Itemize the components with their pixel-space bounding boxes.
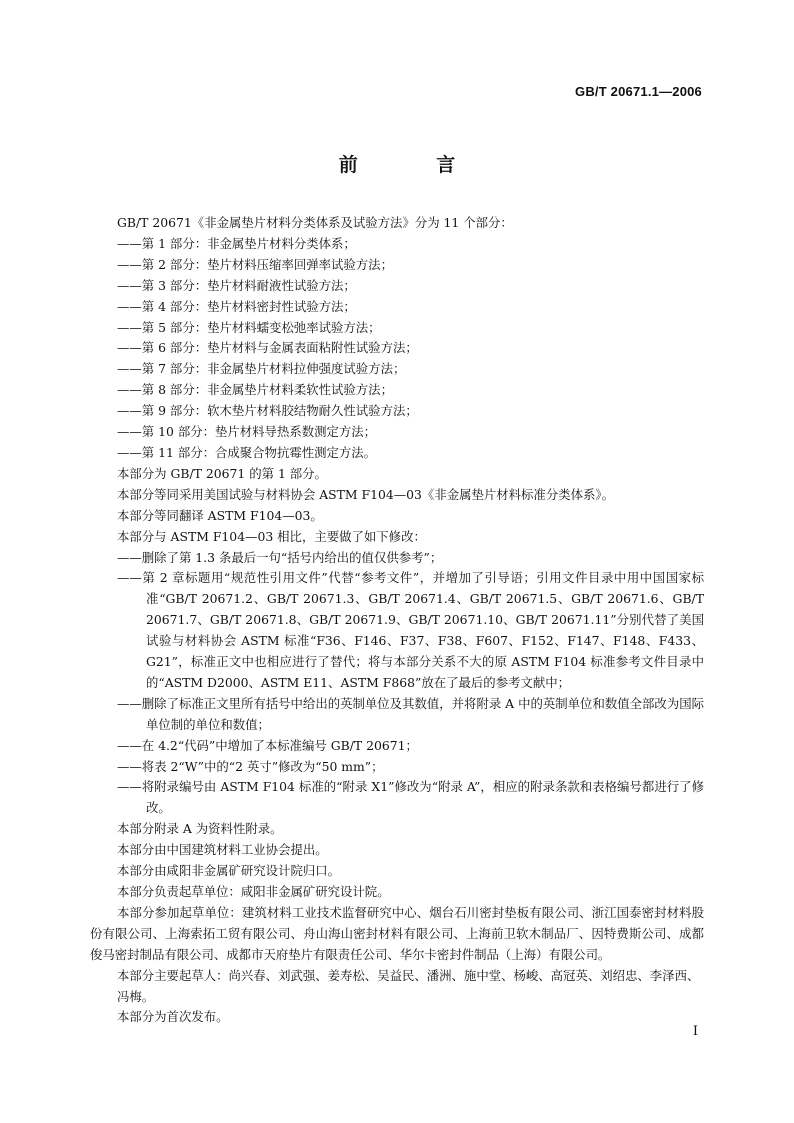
part-item: ——第 6 部分：垫片材料与金属表面粘附性试验方法； bbox=[117, 340, 418, 356]
closing-line: 本部分主要起草人：尚兴春、刘武强、姜寿松、吴益民、潘洲、施中堂、杨峻、高冠英、刘绍忠、李泽西、冯梅。 bbox=[117, 967, 700, 1004]
statement-line: 本部分等同采用美国试验与材料协会 ASTM F104—03《非金属垫片材料标准分类体系》。 bbox=[117, 486, 614, 502]
statement-line: 本部分与 ASTM F104—03 相比，主要做了如下修改： bbox=[117, 528, 426, 544]
closing-line: 本部分为首次发布。 bbox=[117, 1009, 229, 1025]
standard-code: GB/T 20671.1—2006 bbox=[575, 84, 702, 99]
change-item: ——将表 2“W”中的“2 英寸”修改为“50 mm”； bbox=[117, 758, 384, 774]
closing-paragraph: 本部分参加起草单位：建筑材料工业技术监督研究中心、烟台石川密封垫板有限公司、浙江国泰密封材料股份有限公司、上海索拓工贸有限公司、舟山海山密封材料有限公司、上海前卫软木制品厂、因特费斯公司、成都俊马密封制品有限公司、成都市天府垫片有限责任公司、华尔卡密封件制品（上海）有限公司。 bbox=[90, 904, 704, 962]
statement-line: 本部分为 GB/T 20671 的第 1 部分。 bbox=[117, 465, 327, 481]
part-item: ——第 4 部分：垫片材料密封性试验方法； bbox=[117, 298, 356, 314]
foreword-body bbox=[90, 213, 704, 1028]
closing-line: 本部分由中国建筑材料工业协会提出。 bbox=[117, 842, 328, 858]
part-item: ——第 8 部分：非金属垫片材料柔软性试验方法； bbox=[117, 382, 393, 398]
change-item: ——删除了第 1.3 条最后一句“括号内给出的值仅供参考”； bbox=[117, 549, 443, 565]
change-item: ——将附录编号由 ASTM F104 标准的“附录 X1”修改为“附录 A”，相应的附录条款和表格编号都进行了修改。 bbox=[117, 779, 704, 816]
part-item: ——第 3 部分：垫片材料耐液性试验方法； bbox=[117, 277, 356, 293]
change-item: ——删除了标准正文里所有括号中给出的英制单位及其数值，并将附录 A 中的英制单位和数值全部改为国际单位制的单位和数值； bbox=[117, 695, 704, 732]
closing-line: 本部分由咸阳非金属矿研究设计院归口。 bbox=[117, 863, 341, 879]
page-title: 前 言 bbox=[338, 154, 492, 176]
intro-line: GB/T 20671《非金属垫片材料分类体系及试验方法》分为 11 个部分： bbox=[117, 215, 513, 230]
part-item: ——第 7 部分：非金属垫片材料拉伸强度试验方法； bbox=[117, 361, 406, 377]
part-item: ——第 10 部分：垫片材料导热系数测定方法； bbox=[117, 424, 377, 440]
statement-line: 本部分等同翻译 ASTM F104—03。 bbox=[117, 507, 323, 523]
part-item: ——第 2 部分：垫片材料压缩率回弹率试验方法； bbox=[117, 256, 393, 272]
part-item: ——第 1 部分：非金属垫片材料分类体系； bbox=[117, 235, 356, 251]
part-item: ——第 9 部分：软木垫片材料胶结物耐久性试验方法； bbox=[117, 403, 418, 419]
closing-line: 本部分负责起草单位：咸阳非金属矿研究设计院。 bbox=[117, 884, 390, 899]
part-item: ——第 5 部分：垫片材料蠕变松弛率试验方法； bbox=[117, 319, 381, 335]
part-item: ——第 11 部分：合成聚合物抗霉性测定方法。 bbox=[117, 444, 377, 460]
change-item: ——第 2 章标题用“规范性引用文件”代替“参考文件”，并增加了引导语；引用文件目录中用中国国家标准“GB/T 20671.2、GB/T 20671.3、GB/T 20671.4、GB/T 20671.5、GB/T 20671.6、GB/T 20671.7、GB/T 20671.8、GB/T 20671.9、GB/T 20671.10、GB/T 20671.11”分别代替了美国试验与材料协会 ASTM 标准“F36、F146、F37、F38、F607、F152、F147、F148、F433、G21”，标准正文中也相应进行了替代；将与本部分关系不大的原 ASTM F104 标准参考文件目录中的“ASTM D2000、ASTM E11、ASTM F868”放在了最后的参考文献中； bbox=[117, 570, 704, 690]
closing-line: 本部分附录 A 为资料性附录。 bbox=[117, 821, 283, 837]
page-number: I bbox=[692, 1024, 698, 1039]
change-item: ——在 4.2“代码”中增加了本标准编号 GB/T 20671； bbox=[117, 737, 418, 753]
